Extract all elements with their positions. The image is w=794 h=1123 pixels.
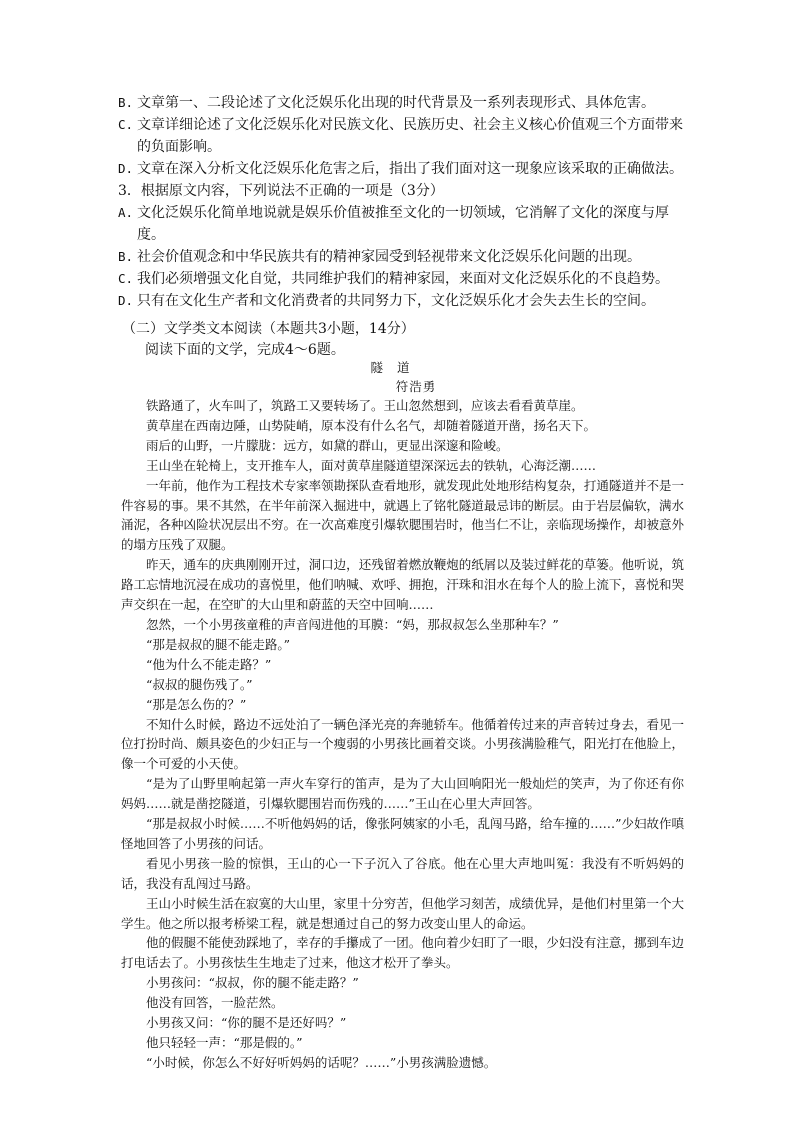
option-label: D.: [118, 161, 134, 176]
story-paragraph: 王山小时候生活在寂寞的大山里，家里十分穷苦，但他学习刻苦，成绩优异，是他们村里第一个大学生。他之所以报考桥梁工程，就是想通过自己的努力改变山里人的命运。: [121, 895, 684, 931]
story-paragraph: “那是怎么伤的？”: [146, 696, 247, 712]
option-label: C.: [118, 271, 134, 286]
option-text: 只有在文化生产者和文化消费者的共同努力下，文化泛娱乐化才会失去生长的空间。: [137, 293, 655, 309]
option-label: D.: [118, 293, 134, 308]
story-paragraph: 小男孩又问：“你的腿不是还好吗？”: [146, 1015, 347, 1031]
story-paragraph: 他没有回答，一脸茫然。: [146, 995, 284, 1011]
story-paragraph: “那是叔叔的腿不能走路。”: [146, 636, 291, 652]
story-paragraph: 他的假腿不能使劲踩地了，幸存的手攥成了一团。他向着少妇盯了一眼，少妇没有注意，挪到车边打电话去了。小男孩怯生生地走了过来，他这才松开了拳头。: [121, 935, 684, 971]
question-options-block: [118, 92, 688, 312]
story-paragraph: 王山坐在轮椅上，支开推车人，面对黄草崖隧道望深深远去的铁轨，心海泛潮……: [146, 457, 597, 473]
story-paragraph: 雨后的山野，一片朦胧：远方，如黛的群山，更显出深邃和险峻。: [146, 437, 509, 453]
option-text: 社会价值观念和中华民族共有的精神家园受到轻视带来文化泛娱乐化问题的出现。: [137, 249, 641, 265]
story-paragraph: “是为了山野里响起第一声火车穿行的笛声，是为了大山回响阳光一般灿烂的笑声，为了你还有你妈妈……就是凿挖隧道，引爆软腮围岩而伤残的……”王山在心里大声回答。: [121, 776, 684, 812]
section-title: （二）文学类文本阅读（本题共3小题，14分）: [122, 321, 415, 337]
story-paragraph: 不知什么时候，路边不远处泊了一辆色泽光亮的奔驰轿车。他循着传过来的声音转过身去，看见一位打扮时尚、颇具姿色的少妇正与一个瘦弱的小男孩比画着交谈。小男孩满脸稚气，阳光打在他脸上，像一个可爱的小天使。: [121, 716, 684, 772]
option-text: 文章详细论述了文化泛娱乐化对民族文化、民族历史、社会主义核心价值观三个方面带来的负面影响。: [137, 117, 683, 155]
story-paragraph: 忽然，一个小男孩童稚的声音闯进他的耳膜：“妈，那叔叔怎么坐那种车？”: [146, 616, 559, 632]
story-paragraph: “叔叔的腿伤残了。”: [146, 676, 253, 692]
story-paragraph: “他为什么不能走路？”: [146, 656, 272, 672]
q3-option-b: [118, 246, 688, 268]
option-text: 文章在深入分析文化泛娱乐化危害之后，指出了我们面对这一现象应该采取的正确做法。: [137, 161, 683, 177]
story-paragraph: “小时候，你怎么不好好听妈妈的话呢？……”小男孩满脸遗憾。: [146, 1054, 497, 1070]
story-body: [121, 396, 684, 1073]
story-paragraph: 黄草崖在西南边陲，山势陡峭，原本没有什么名气，却随着隧道开凿，扬名天下。: [146, 417, 597, 433]
story-paragraph: 他只轻轻一声：“那是假的。”: [146, 1035, 303, 1050]
q3-option-c: [118, 268, 688, 290]
q3-stem: 3．根据原文内容，下列说法不正确的一项是（3分）: [118, 183, 444, 199]
story-paragraph: 昨天，通车的庆典刚刚开过，洞口边，还残留着燃放鞭炮的纸屑以及装过鲜花的草篓。他听说，筑路工忘情地沉浸在成功的喜悦里，他们呐喊、欢呼、拥抱，汗珠和泪水在每个人的脸上流下，喜悦和哭声交织在一起，在空旷的大山里和蔚蓝的天空中回响……: [121, 557, 684, 613]
option-text: 我们必须增强文化自觉，共同维护我们的精神家园，来面对文化泛娱乐化的不良趋势。: [137, 271, 669, 287]
story-paragraph: 一年前，他作为工程技术专家率领勘探队查看地形，就发现此处地形结构复杂，打通隧道并不是一件容易的事。果不其然，在半年前深入掘进中，就遇上了铭牝隧道最忌讳的断层。由于岩层偏软，满水涌泥，各种凶险状况层出不穷。在一次高难度引爆软腮围岩时，他当仁不让，亲临现场操作，却被意外的塌方压残了双腿。: [121, 477, 684, 553]
q2-option-d: [118, 158, 688, 180]
option-text: 文化泛娱乐化简单地说就是娱乐价值被推至文化的一切领域，它消解了文化的深度与厚度。: [137, 205, 669, 243]
option-label: A.: [118, 205, 134, 220]
section-instructions: 阅读下面的文学，完成4～6题。: [145, 342, 345, 358]
q3-option-a: [118, 202, 688, 246]
story-paragraph: 小男孩问：“叔叔，你的腿不能走路？”: [146, 975, 359, 991]
story-title: 隧道: [370, 360, 424, 375]
q2-option-b: [118, 92, 688, 114]
option-text: 文章第一、二段论述了文化泛娱乐化出现的时代背景及一系列表现形式、具体危害。: [137, 95, 655, 111]
q2-option-c: [118, 114, 688, 158]
story-paragraph: 看见小男孩一脸的惊惧，王山的心一下子沉入了谷底。他在心里大声地叫冤：我没有不听妈妈的话，我没有乱闯过马路。: [121, 855, 684, 891]
story-paragraph: 铁路通了，火车叫了，筑路工又要转场了。王山忽然想到，应该去看看黄草崖。: [146, 398, 584, 413]
option-label: B.: [118, 249, 134, 264]
story-author: 符浩勇: [395, 379, 437, 394]
option-label: B.: [118, 95, 134, 110]
option-label: C.: [118, 117, 134, 132]
q3-option-d: [118, 290, 688, 312]
story-paragraph: “那是叔叔小时候……不听他妈妈的话，像张阿姨家的小毛，乱闯马路，给车撞的……”少妇故作嗔怪地回答了小男孩的问话。: [121, 816, 684, 851]
